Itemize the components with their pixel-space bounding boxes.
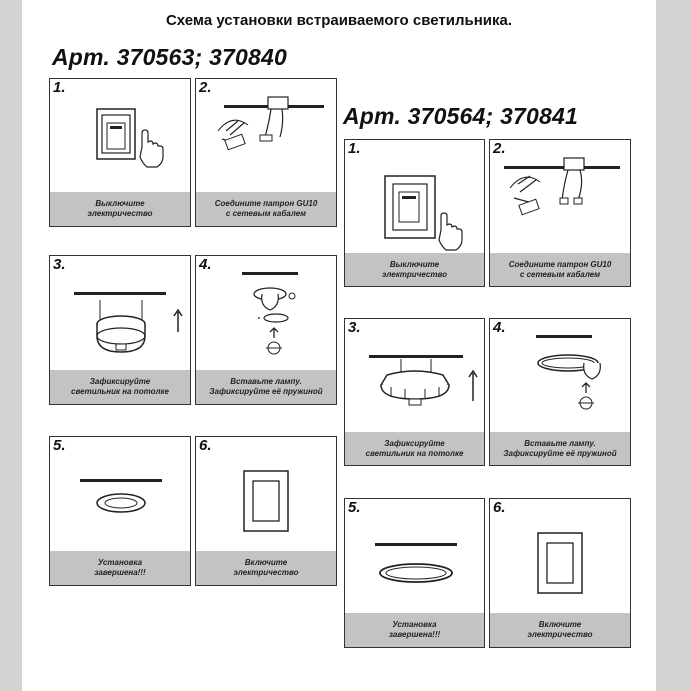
step-number: 3. — [348, 319, 361, 336]
step-caption — [490, 432, 630, 465]
step-caption-line2: Зафиксируйте её пружиной — [209, 387, 323, 396]
step-card — [49, 255, 191, 405]
step-caption-line2: светильник на потолке — [71, 387, 169, 396]
step-card — [489, 498, 631, 648]
step-card — [49, 78, 191, 227]
step-card — [195, 78, 337, 227]
step-caption-line1: Установка — [97, 558, 143, 567]
step-number: 4. — [199, 256, 212, 273]
step-card — [489, 318, 631, 466]
step-caption — [50, 370, 190, 404]
step-caption — [490, 613, 630, 647]
step-caption — [50, 551, 190, 585]
step-card — [344, 318, 485, 466]
step-number: 6. — [199, 437, 212, 454]
step-card — [344, 498, 485, 648]
step-card — [489, 139, 631, 287]
step-caption — [345, 432, 484, 465]
step-caption-line2: Зафиксируйте её пружиной — [503, 448, 617, 458]
step-caption-line2: электричество — [527, 630, 593, 639]
step-number: 5. — [348, 499, 361, 516]
step-caption — [345, 253, 484, 286]
step-caption-line2: электричество — [382, 269, 447, 279]
step-number: 4. — [493, 319, 506, 336]
step-caption-line1: Включите — [538, 620, 582, 629]
page-title: Схема установки встраиваемого светильника. — [165, 12, 513, 29]
step-caption — [196, 192, 336, 226]
step-number: 3. — [53, 256, 66, 273]
step-number: 2. — [199, 79, 212, 96]
article-heading-right: Арт. 370564; 370841 — [343, 103, 578, 129]
step-caption-line1: Установка — [392, 620, 437, 629]
step-caption — [345, 613, 484, 647]
step-card — [49, 436, 191, 586]
step-caption — [50, 192, 190, 226]
document-page[interactable] — [22, 0, 656, 691]
step-caption-line1: Соедините патрон GU10 — [508, 259, 612, 269]
step-caption-line1: Вставьте лампу. — [524, 438, 596, 448]
step-caption-line2: завершена!!! — [94, 568, 146, 577]
step-caption-line1: Соедините патрон GU10 — [214, 199, 318, 208]
step-card — [195, 436, 337, 586]
step-caption-line1: Зафиксируйте — [384, 438, 445, 448]
step-caption-line1: Зафиксируйте — [89, 377, 151, 386]
step-caption — [490, 253, 630, 286]
step-caption-line1: Вставьте лампу. — [230, 377, 302, 386]
step-card — [344, 139, 485, 287]
step-caption-line2: электричество — [233, 568, 299, 577]
step-caption-line1: Выключите — [389, 259, 440, 269]
step-number: 2. — [493, 140, 506, 157]
step-caption-line2: завершена!!! — [388, 630, 441, 639]
step-number: 5. — [53, 437, 66, 454]
step-number: 1. — [348, 140, 361, 157]
step-number: 1. — [53, 79, 66, 96]
step-caption — [196, 551, 336, 585]
step-caption — [196, 370, 336, 404]
step-number: 6. — [493, 499, 506, 516]
step-caption-line2: электричество — [87, 209, 153, 218]
step-caption-line2: с сетевым кабалем — [519, 269, 601, 279]
step-caption-line1: Включите — [244, 558, 288, 567]
article-heading-left: Арт. 370563; 370840 — [52, 44, 287, 70]
step-caption-line2: с сетевым кабалем — [225, 209, 307, 218]
step-caption-line1: Выключите — [95, 199, 145, 208]
step-card — [195, 255, 337, 405]
step-caption-line2: светильник на потолке — [365, 448, 464, 458]
